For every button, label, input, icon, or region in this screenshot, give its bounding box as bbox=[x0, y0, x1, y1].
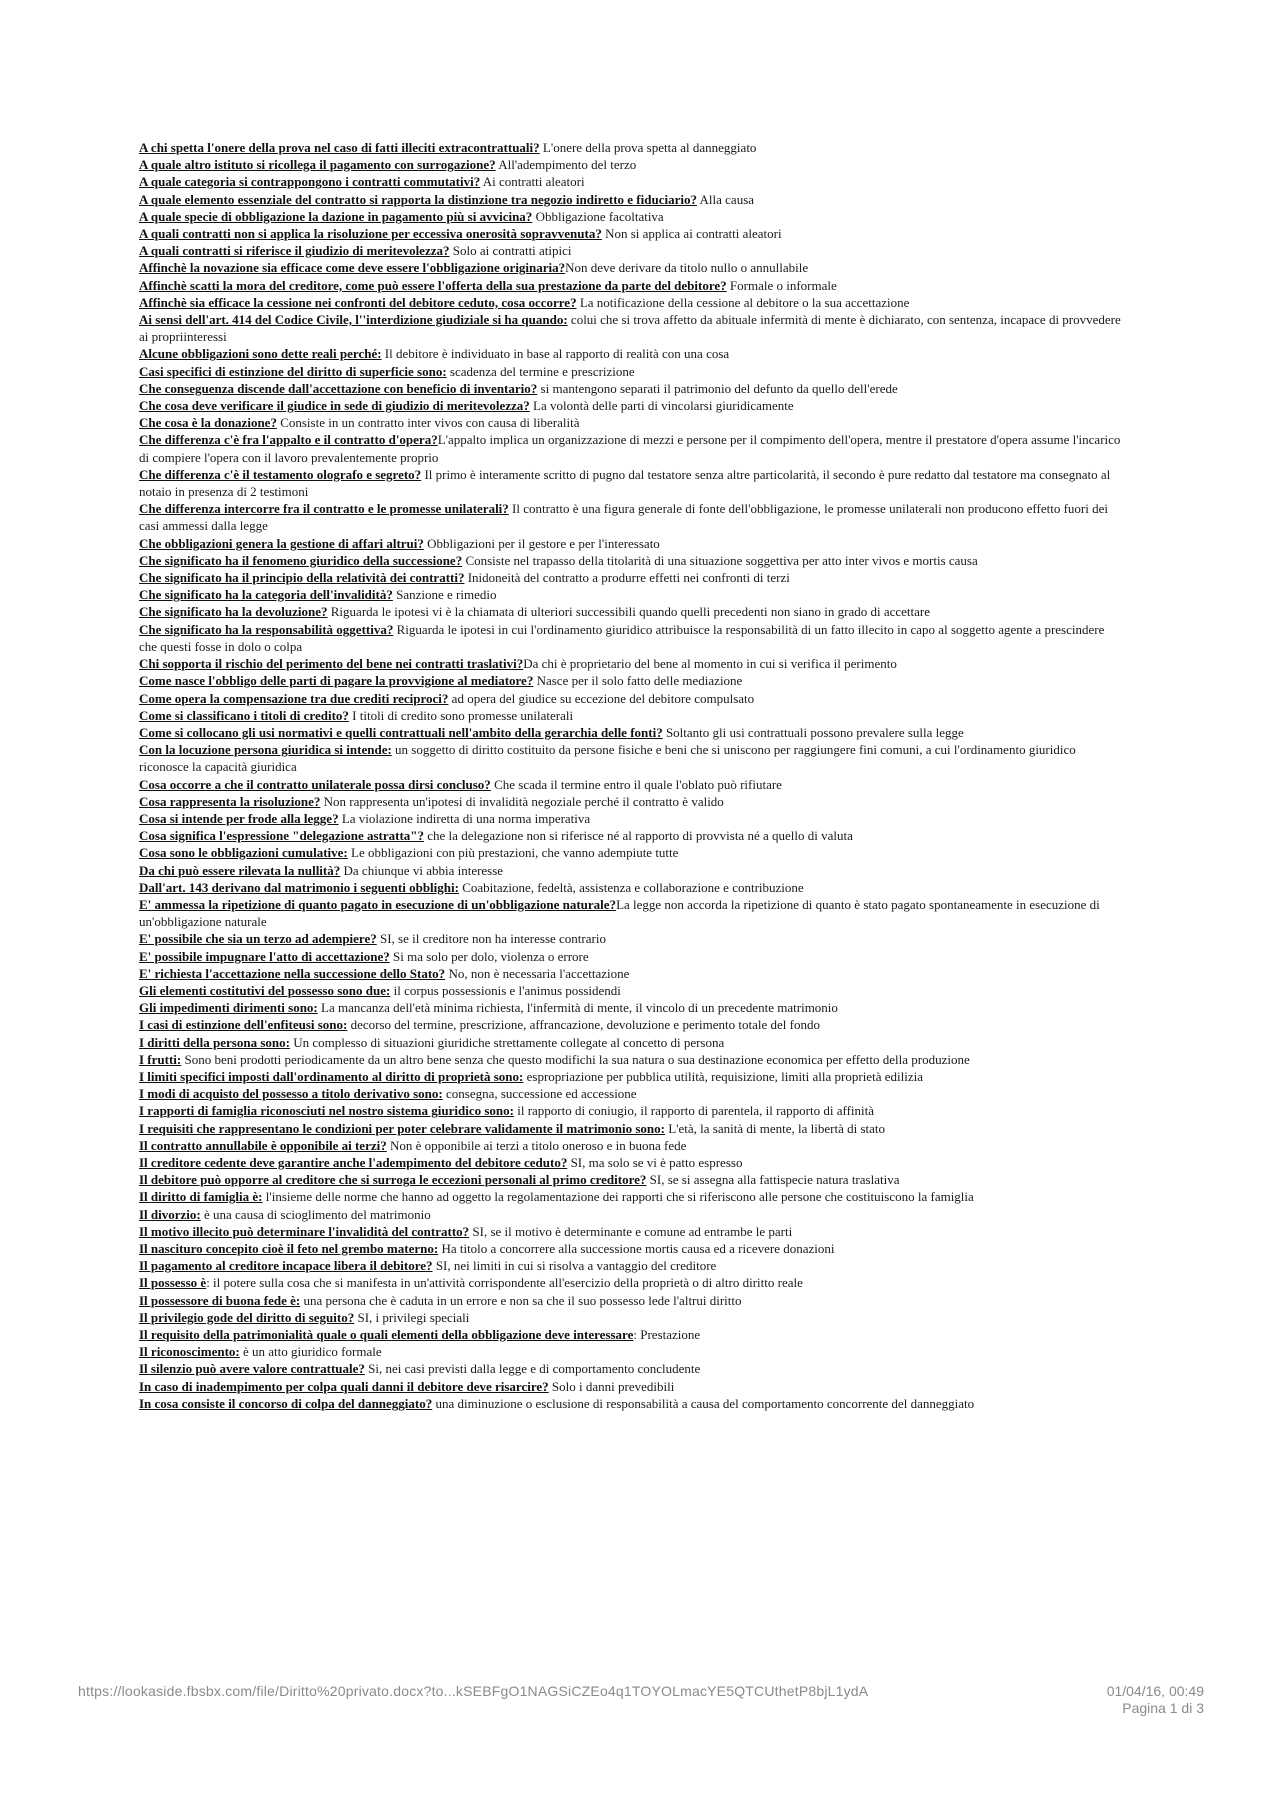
qa-entry bbox=[139, 1154, 1124, 1171]
qa-entry bbox=[139, 1068, 1124, 1085]
answer-text: SI, se il creditore non ha interesse contrario bbox=[376, 931, 606, 947]
answer-text: Soltanto gli usi contrattuali possono prevalere sulla legge bbox=[662, 724, 964, 740]
answer-text: Coabitazione, fedeltà, assistenza e collaborazione e contribuzione bbox=[458, 879, 804, 895]
question-text: A quale elemento essenziale del contratto si rapporta la distinzione tra negozio indiretto e fiduciario? bbox=[139, 191, 697, 207]
qa-entry bbox=[139, 1120, 1124, 1137]
answer-text: è una causa di scioglimento del matrimonio bbox=[200, 1206, 431, 1222]
qa-entry bbox=[139, 431, 1124, 465]
qa-entry bbox=[139, 225, 1124, 242]
answer-text: SI, se il motivo è determinante e comune ad entrambe le parti bbox=[469, 1223, 793, 1239]
answer-text: Ai contratti aleatori bbox=[480, 174, 585, 190]
answer-text: : il potere sulla cosa che si manifesta in un'attività corrispondente all'esercizio della proprietà o di altro diritto reale bbox=[206, 1275, 803, 1291]
answer-text: Solo i danni prevedibili bbox=[548, 1378, 675, 1394]
question-text: In cosa consiste il concorso di colpa del danneggiato? bbox=[139, 1395, 433, 1411]
question-text: Che significato ha la responsabilità oggettiva? bbox=[139, 621, 394, 637]
answer-text: Riguarda le ipotesi vi è la chiamata di ulteriori successibili quando quelli precedenti non siano in grado di accettare bbox=[327, 604, 931, 620]
answer-text: Obbligazione facoltativa bbox=[532, 208, 664, 224]
answer-text: La violazione indiretta di una norma imperativa bbox=[338, 810, 591, 826]
answer-text: Non si applica ai contratti aleatori bbox=[601, 226, 782, 242]
qa-entry bbox=[139, 242, 1124, 259]
qa-entry bbox=[139, 844, 1124, 861]
question-text: E' possibile che sia un terzo ad adempiere? bbox=[139, 931, 377, 947]
qa-entry bbox=[139, 586, 1124, 603]
question-text: I requisiti che rappresentano le condizioni per poter celebrare validamente il matrimonio sono: bbox=[139, 1120, 665, 1136]
question-text: Come si collocano gli usi normativi e quelli contrattuali nell'ambito della gerarchia delle fonti? bbox=[139, 724, 663, 740]
qa-entry bbox=[139, 827, 1124, 844]
qa-entry bbox=[139, 535, 1124, 552]
answer-text: Nasce per il solo fatto delle mediazione bbox=[533, 673, 743, 689]
qa-entry bbox=[139, 466, 1124, 500]
qa-entry bbox=[139, 999, 1124, 1016]
qa-entry bbox=[139, 345, 1124, 362]
answer-text: La mancanza dell'età minima richiesta, l'infermità di mente, il vincolo di un precedente matrimonio bbox=[317, 1000, 838, 1016]
qa-entry bbox=[139, 277, 1124, 294]
answer-text: SI, se si assegna alla fattispecie natura traslativa bbox=[646, 1172, 900, 1188]
question-text: I rapporti di famiglia riconosciuti nel nostro sistema giuridico sono: bbox=[139, 1103, 514, 1119]
question-text: A chi spetta l'onere della prova nel caso di fatti illeciti extracontrattuali? bbox=[139, 140, 540, 155]
qa-entry bbox=[139, 500, 1124, 534]
answer-text: Sanzione e rimedio bbox=[392, 587, 497, 603]
answer-text: La notificazione della cessione al debitore o la sua accettazione bbox=[576, 294, 910, 310]
question-text: Affinchè la novazione sia efficace come deve essere l'obbligazione originaria? bbox=[139, 260, 566, 276]
question-text: Cosa si intende per frode alla legge? bbox=[139, 810, 339, 826]
question-text: A quali contratti non si applica la risoluzione per eccessiva onerosità sopravvenuta? bbox=[139, 226, 602, 242]
footer-page-number: Pagina 1 di 3 bbox=[1122, 1700, 1204, 1716]
question-text: Come si classificano i titoli di credito? bbox=[139, 707, 349, 723]
qa-entry bbox=[139, 552, 1124, 569]
qa-list bbox=[139, 139, 1124, 1412]
answer-text: Formale o informale bbox=[726, 277, 837, 293]
answer-text: Non è opponibile ai terzi a titolo oneroso e in buona fede bbox=[386, 1137, 687, 1153]
question-text: A quali contratti si riferisce il giudizio di meritevolezza? bbox=[139, 243, 450, 259]
question-text: Che significato ha il principio della relatività dei contratti? bbox=[139, 570, 465, 586]
qa-entry bbox=[139, 672, 1124, 689]
question-text: Che differenza intercorre fra il contratto e le promesse unilaterali? bbox=[139, 501, 509, 517]
qa-entry bbox=[139, 1085, 1124, 1102]
qa-entry bbox=[139, 208, 1124, 225]
qa-entry bbox=[139, 1223, 1124, 1240]
qa-entry bbox=[139, 1102, 1124, 1119]
answer-text: il rapporto di coniugio, il rapporto di parentela, il rapporto di affinità bbox=[513, 1103, 875, 1119]
qa-entry bbox=[139, 294, 1124, 311]
answer-text: Si ma solo per dolo, violenza o errore bbox=[389, 948, 589, 964]
qa-entry bbox=[139, 603, 1124, 620]
qa-entry bbox=[139, 1309, 1124, 1326]
qa-entry bbox=[139, 930, 1124, 947]
question-text: Che conseguenza discende dall'accettazione con beneficio di inventario? bbox=[139, 380, 538, 396]
answer-text: L'onere della prova spetta al danneggiato bbox=[539, 140, 757, 155]
question-text: Che significato ha il fenomeno giuridico della successione? bbox=[139, 552, 463, 568]
question-text: Gli impedimenti dirimenti sono: bbox=[139, 1000, 318, 1016]
answer-text: l'insieme delle norme che hanno ad oggetto la regolamentazione dei rapporti che si riferiscono alle persone che costituiscono la famiglia bbox=[262, 1189, 974, 1205]
qa-entry bbox=[139, 1343, 1124, 1360]
qa-entry bbox=[139, 879, 1124, 896]
answer-text: Il contratto è una figura generale di fonte dell'obbligazione, le promesse unilaterali non producono effetto fuori dei casi ammessi dalla legge bbox=[139, 501, 1108, 534]
qa-entry bbox=[139, 569, 1124, 586]
answer-text: La legge non accorda la ripetizione di quanto è stato pagato spontaneamente in esecuzione di un'obbligazione naturale bbox=[139, 896, 1100, 930]
question-text: Cosa rappresenta la risoluzione? bbox=[139, 793, 321, 809]
answer-text: Consiste nel trapasso della titolarità di una situazione soggettiva per atto inter vivos e mortis causa bbox=[462, 552, 978, 568]
qa-entry bbox=[139, 707, 1124, 724]
qa-entry bbox=[139, 1360, 1124, 1377]
qa-entry bbox=[139, 1292, 1124, 1309]
question-text: Ai sensi dell'art. 414 del Codice Civile, l''interdizione giudiziale si ha quando: bbox=[139, 312, 568, 328]
qa-entry bbox=[139, 414, 1124, 431]
qa-entry bbox=[139, 1171, 1124, 1188]
answer-text: espropriazione per pubblica utilità, requisizione, limiti alla proprietà edilizia bbox=[523, 1068, 923, 1084]
qa-entry bbox=[139, 1395, 1124, 1412]
answer-text: L'età, la sanità di mente, la libertà di stato bbox=[664, 1120, 886, 1136]
qa-entry bbox=[139, 655, 1124, 672]
question-text: Il riconoscimento: bbox=[139, 1344, 240, 1360]
qa-entry bbox=[139, 1257, 1124, 1274]
answer-text: una diminuzione o esclusione di responsabilità a causa del comportamento concorrente del danneggiato bbox=[432, 1395, 975, 1411]
question-text: Il nascituro concepito cioè il feto nel grembo materno: bbox=[139, 1241, 439, 1256]
qa-entry bbox=[139, 173, 1124, 190]
qa-entry bbox=[139, 311, 1124, 345]
answer-text: Consiste in un contratto inter vivos con causa di liberalità bbox=[276, 415, 580, 431]
question-text: A quale altro istituto si ricollega il pagamento con surrogazione? bbox=[139, 157, 496, 173]
answer-text: è un atto giuridico formale bbox=[239, 1344, 382, 1360]
qa-entry bbox=[139, 1274, 1124, 1291]
qa-entry bbox=[139, 724, 1124, 741]
answer-text: Non rappresenta un'ipotesi di invalidità negoziale perché il contratto è valido bbox=[320, 793, 724, 809]
answer-text: All'adempimento del terzo bbox=[495, 157, 637, 173]
answer-text: il corpus possessionis e l'animus possidendi bbox=[390, 982, 621, 998]
answer-text: decorso del termine, prescrizione, affrancazione, devoluzione e perimento totale del fondo bbox=[347, 1017, 820, 1033]
qa-entry bbox=[139, 1206, 1124, 1223]
qa-entry bbox=[139, 191, 1124, 208]
answer-text: Non deve derivare da titolo nullo o annullabile bbox=[565, 260, 809, 276]
question-text: Il silenzio può avere valore contrattuale? bbox=[139, 1361, 365, 1377]
question-text: I casi di estinzione dell'enfiteusi sono: bbox=[139, 1017, 348, 1033]
answer-text: che la delegazione non si riferisce né al rapporto di provvista né a quello di valuta bbox=[424, 828, 853, 844]
question-text: Che cosa è la donazione? bbox=[139, 415, 277, 431]
answer-text: Obbligazioni per il gestore e per l'interessato bbox=[423, 535, 660, 551]
answer-text: colui che si trova affetto da abituale infermità di mente è dichiarato, con sentenza, incapace di provvedere ai propriinteressi bbox=[139, 312, 1121, 345]
qa-entry bbox=[139, 965, 1124, 982]
question-text: Il possessore di buona fede è: bbox=[139, 1292, 301, 1308]
answer-text: si mantengono separati il patrimonio del defunto da quello dell'erede bbox=[537, 380, 898, 396]
qa-entry bbox=[139, 363, 1124, 380]
question-text: I diritti della persona sono: bbox=[139, 1034, 290, 1050]
question-text: Il requisito della patrimonialità quale o quali elementi della obbligazione deve interessare bbox=[139, 1327, 634, 1343]
question-text: A quale categoria si contrappongono i contratti commutativi? bbox=[139, 174, 481, 190]
footer-meta bbox=[1107, 1683, 1204, 1717]
question-text: Il creditore cedente deve garantire anche l'adempimento del debitore ceduto? bbox=[139, 1154, 568, 1170]
question-text: Che differenza c'è il testamento olografo e segreto? bbox=[139, 466, 422, 482]
question-text: Affinchè scatti la mora del creditore, come può essere l'offerta della sua prestazione da parte del debitore? bbox=[139, 277, 727, 293]
qa-entry bbox=[139, 741, 1124, 775]
answer-text: Da chi è proprietario del bene al momento in cui si verifica il perimento bbox=[523, 656, 897, 672]
qa-entry bbox=[139, 259, 1124, 276]
question-text: E' ammessa la ripetizione di quanto pagato in esecuzione di un'obbligazione naturale? bbox=[139, 896, 617, 912]
answer-text: Sono beni prodotti periodicamente da un altro bene senza che questo modifichi la sua natura o sua destinazione economica per effetto della produzione bbox=[181, 1051, 970, 1067]
question-text: Il diritto di famiglia è: bbox=[139, 1189, 263, 1205]
qa-entry bbox=[139, 896, 1124, 930]
answer-text: Il debitore è individuato in base al rapporto di realità con una cosa bbox=[381, 346, 730, 362]
qa-entry bbox=[139, 621, 1124, 655]
question-text: I frutti: bbox=[139, 1051, 182, 1067]
qa-entry bbox=[139, 397, 1124, 414]
qa-entry bbox=[139, 1188, 1124, 1205]
answer-text: un soggetto di diritto costituito da persone fisiche e beni che si uniscono per raggiungere fini comuni, a cui l'ordinamento giuridico riconosce la capacità giuridica bbox=[139, 742, 1076, 775]
qa-entry bbox=[139, 139, 1124, 156]
question-text: Come nasce l'obbligo delle parti di pagare la provvigione al mediatore? bbox=[139, 673, 534, 689]
question-text: Da chi può essere rilevata la nullità? bbox=[139, 862, 341, 878]
question-text: E' richiesta l'accettazione nella successione dello Stato? bbox=[139, 965, 446, 981]
question-text: Chi sopporta il rischio del perimento del bene nei contratti traslativi? bbox=[139, 656, 524, 672]
question-text: A quale specie di obbligazione la dazione in pagamento più si avvicina? bbox=[139, 208, 533, 224]
question-text: Il possesso è bbox=[139, 1275, 207, 1291]
answer-text: Si, nei casi previsti dalla legge e di comportamento concludente bbox=[364, 1361, 701, 1377]
question-text: Che differenza c'è fra l'appalto e il contratto d'opera? bbox=[139, 432, 438, 448]
answer-text: SI, ma solo se vi è patto espresso bbox=[567, 1154, 743, 1170]
question-text: Cosa sono le obbligazioni cumulative: bbox=[139, 845, 348, 861]
question-text: Il privilegio gode del diritto di seguito? bbox=[139, 1309, 355, 1325]
question-text: Che significato ha la categoria dell'invalidità? bbox=[139, 587, 393, 603]
qa-entry bbox=[139, 776, 1124, 793]
question-text: Casi specifici di estinzione del diritto di superficie sono: bbox=[139, 363, 447, 379]
qa-entry bbox=[139, 982, 1124, 999]
qa-entry bbox=[139, 1016, 1124, 1033]
answer-text: SI, i privilegi speciali bbox=[354, 1309, 470, 1325]
question-text: Il motivo illecito può determinare l'invalidità del contratto? bbox=[139, 1223, 470, 1239]
answer-text: Ha titolo a concorrere alla successione mortis causa ed a ricevere donazioni bbox=[438, 1241, 835, 1256]
question-text: Il contratto annullabile è opponibile ai terzi? bbox=[139, 1137, 387, 1153]
question-text: Come opera la compensazione tra due crediti reciproci? bbox=[139, 690, 449, 706]
question-text: Che obbligazioni genera la gestione di affari altrui? bbox=[139, 535, 424, 551]
question-text: Gli elementi costitutivi del possesso sono due: bbox=[139, 982, 391, 998]
question-text: Cosa significa l'espressione "delegazione astratta"? bbox=[139, 828, 425, 844]
answer-text: Da chiunque vi abbia interesse bbox=[340, 862, 504, 878]
question-text: E' possibile impugnare l'atto di accettazione? bbox=[139, 948, 390, 964]
answer-text: ad opera del giudice su eccezione del debitore compulsato bbox=[448, 690, 755, 706]
question-text: Il debitore può opporre al creditore che si surroga le eccezioni personali al primo creditore? bbox=[139, 1172, 647, 1188]
answer-text: SI, nei limiti in cui si risolva a vantaggio del creditore bbox=[432, 1258, 717, 1274]
answer-text: Il primo è interamente scritto di pugno dal testatore senza altre particolarità, il secondo è pure redatto dal testatore ma consegnato al notaio in presenza di 2 testimoni bbox=[139, 466, 1111, 500]
qa-entry bbox=[139, 810, 1124, 827]
answer-text: : Prestazione bbox=[633, 1327, 701, 1343]
answer-text: una persona che è caduta in un errore e non sa che il suo possesso lede l'altrui diritto bbox=[300, 1292, 742, 1308]
footer-datetime: 01/04/16, 00:49 bbox=[1106, 1683, 1204, 1699]
qa-entry bbox=[139, 1378, 1124, 1395]
answer-text: Alla causa bbox=[696, 191, 755, 207]
answer-text: No, non è necessaria l'accettazione bbox=[445, 965, 630, 981]
question-text: Il pagamento al creditore incapace libera il debitore? bbox=[139, 1258, 433, 1274]
footer-url: https://lookaside.fbsbx.com/file/Diritto%20privato.docx?to...kSEBFgO1NAGSiCZEo4q1TOYOLmacYE5QTCUthetP8bjL1ydA bbox=[78, 1683, 869, 1699]
question-text: Cosa occorre a che il contratto unilaterale possa dirsi concluso? bbox=[139, 776, 491, 792]
question-text: I modi di acquisto del possesso a titolo derivativo sono: bbox=[139, 1086, 443, 1102]
qa-entry bbox=[139, 948, 1124, 965]
qa-entry bbox=[139, 1034, 1124, 1051]
qa-entry bbox=[139, 1326, 1124, 1343]
answer-text: Che scada il termine entro il quale l'oblato può rifiutare bbox=[490, 776, 782, 792]
qa-entry bbox=[139, 1051, 1124, 1068]
qa-entry bbox=[139, 690, 1124, 707]
question-text: Il divorzio: bbox=[139, 1206, 201, 1222]
qa-entry bbox=[139, 1137, 1124, 1154]
question-text: Che significato ha la devoluzione? bbox=[139, 604, 328, 620]
answer-text: Inidoneità del contratto a produrre effetti nei confronti di terzi bbox=[464, 570, 790, 586]
answer-text: La volontà delle parti di vincolarsi giuridicamente bbox=[529, 398, 794, 414]
answer-text: I titoli di credito sono promesse unilaterali bbox=[348, 707, 574, 723]
qa-entry bbox=[139, 156, 1124, 173]
answer-text: scadenza del termine e prescrizione bbox=[446, 363, 635, 379]
answer-text: consegna, successione ed accessione bbox=[442, 1086, 637, 1102]
answer-text: Riguarda le ipotesi in cui l'ordinamento giuridico attribuisce la responsabilità di un fatto illecito in capo al soggetto agente a prescindere che questi fosse in dolo o colpa bbox=[139, 621, 1105, 654]
qa-entry bbox=[139, 1240, 1124, 1257]
question-text: Con la locuzione persona giuridica si intende: bbox=[139, 742, 392, 758]
question-text: I limiti specifici imposti dall'ordinamento al diritto di proprietà sono: bbox=[139, 1068, 524, 1084]
answer-text: Solo ai contratti atipici bbox=[449, 243, 572, 259]
question-text: Alcune obbligazioni sono dette reali perché: bbox=[139, 346, 382, 362]
question-text: Che cosa deve verificare il giudice in sede di giudizio di meritevolezza? bbox=[139, 398, 530, 414]
qa-entry bbox=[139, 380, 1124, 397]
answer-text: Le obbligazioni con più prestazioni, che vanno adempiute tutte bbox=[347, 845, 679, 861]
qa-entry bbox=[139, 793, 1124, 810]
question-text: In caso di inadempimento per colpa quali danni il debitore deve risarcire? bbox=[139, 1378, 549, 1394]
qa-entry bbox=[139, 862, 1124, 879]
answer-text: L'appalto implica un organizzazione di mezzi e persone per il compimento dell'opera, mentre il prestatore d'opera assume l'incarico di compiere l'opera con il lavoro prevalentemente proprio bbox=[139, 432, 1121, 465]
answer-text: Un complesso di situazioni giuridiche strettamente collegate al concetto di persona bbox=[289, 1034, 725, 1050]
question-text: Dall'art. 143 derivano dal matrimonio i seguenti obblighi: bbox=[139, 879, 459, 895]
question-text: Affinchè sia efficace la cessione nei confronti del debitore ceduto, cosa occorre? bbox=[139, 294, 577, 310]
